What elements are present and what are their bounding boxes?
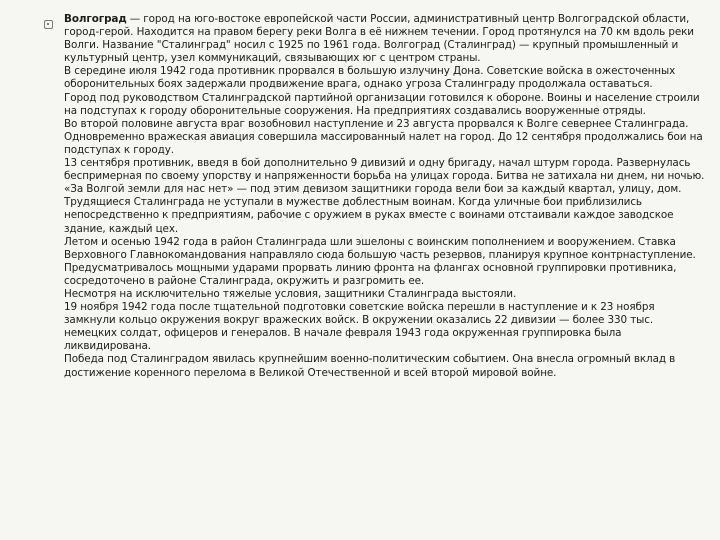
- paragraph-intro: [64, 13, 706, 65]
- paragraph: Город под руководством Сталинградской партийной организации готовился к обороне. Воины и население строили на подступах к городу оборонительные сооружения. На предприятиях создавались вооруженные отряды.: [64, 91, 700, 117]
- paragraph: Победа под Сталинградом явилась крупнейшим военно-политическим событием. Она внесла огромный вклад в достижение коренного перелома в Великой Отечественной и всей второй мировой войне.: [64, 353, 676, 379]
- paragraph: 13 сентября противник, введя в бой дополнительно 9 дивизий и одну бригаду, начал штурм города. Развернулась беспримерная по своему упорству и напряженности борьба на улицах города. Битва не затихала ни днем, ни ночью. «За Волгой земли для нас нет» — под этим девизом защитники города вели бои за каждый квартал, улицу, дом.: [64, 157, 705, 196]
- paragraph: В середине июля 1942 года противник прорвался в большую излучину Дона. Советские войска в ожесточенных оборонительных боях задержали продвижение врага, однако угроза Сталинграду продолжала оставаться.: [64, 65, 676, 91]
- paragraph: 19 ноября 1942 года после тщательной подготовки советские войска перешли в наступление и к 23 ноября замкнули кольцо окружения вокруг вражеских войск. В окружении оказались 22 дивизии — более 330 тыс. немецких солдат, офицеров и генералов. В начале февраля 1943 года окруженная группировка была ликвидирована.: [64, 301, 655, 353]
- paragraph: Летом и осенью 1942 года в район Сталинграда шли эшелоны с воинским пополнением и вооружением. Ставка Верховного Главнокомандования направляло сюда большую часть резервов, планируя крупное контрнаступление. Предусматривалось мощными ударами прорвать линию фронта на флангах основной группировки противника, сосредоточено в районе Сталинграда, окружить и разгромить ее.: [64, 235, 696, 287]
- lead-rest: — город на юго-востоке европейской части России, административный центр Волгоградской области, город-герой. Находится на правом берегу реки Волга в её нижнем течении. Город протянулся на 70 км вдоль реки Волги. Название "Сталинград" носил с 1925 по 1961 года. Волгоград (Сталинград) — крупный промышленный и культурный центр, узел коммуникаций, связывающих юг с центром страны.: [64, 13, 694, 65]
- paragraph: Трудящиеся Сталинграда не уступали в мужестве доблестным воинам. Когда уличные бои приблизились непосредственно к предприятиям, рабочие с оружием в руках вместе с воинами отстаивали каждое заводское здание, каждый цех.: [64, 196, 674, 235]
- text-body: [64, 13, 706, 380]
- bullet-icon: [44, 20, 53, 29]
- paragraph: Во второй половине августа враг возобновил наступление и 23 августа прорвался к Волге севернее Сталинграда. Одновременно вражеская авиация совершила массированный налет на город. До 12 сентября продолжались бои на подступах к городу.: [64, 117, 703, 156]
- lead-term: Волгоград: [64, 13, 127, 25]
- paragraph: Несмотря на исключительно тяжелые условия, защитники Сталинграда выстояли.: [64, 287, 517, 300]
